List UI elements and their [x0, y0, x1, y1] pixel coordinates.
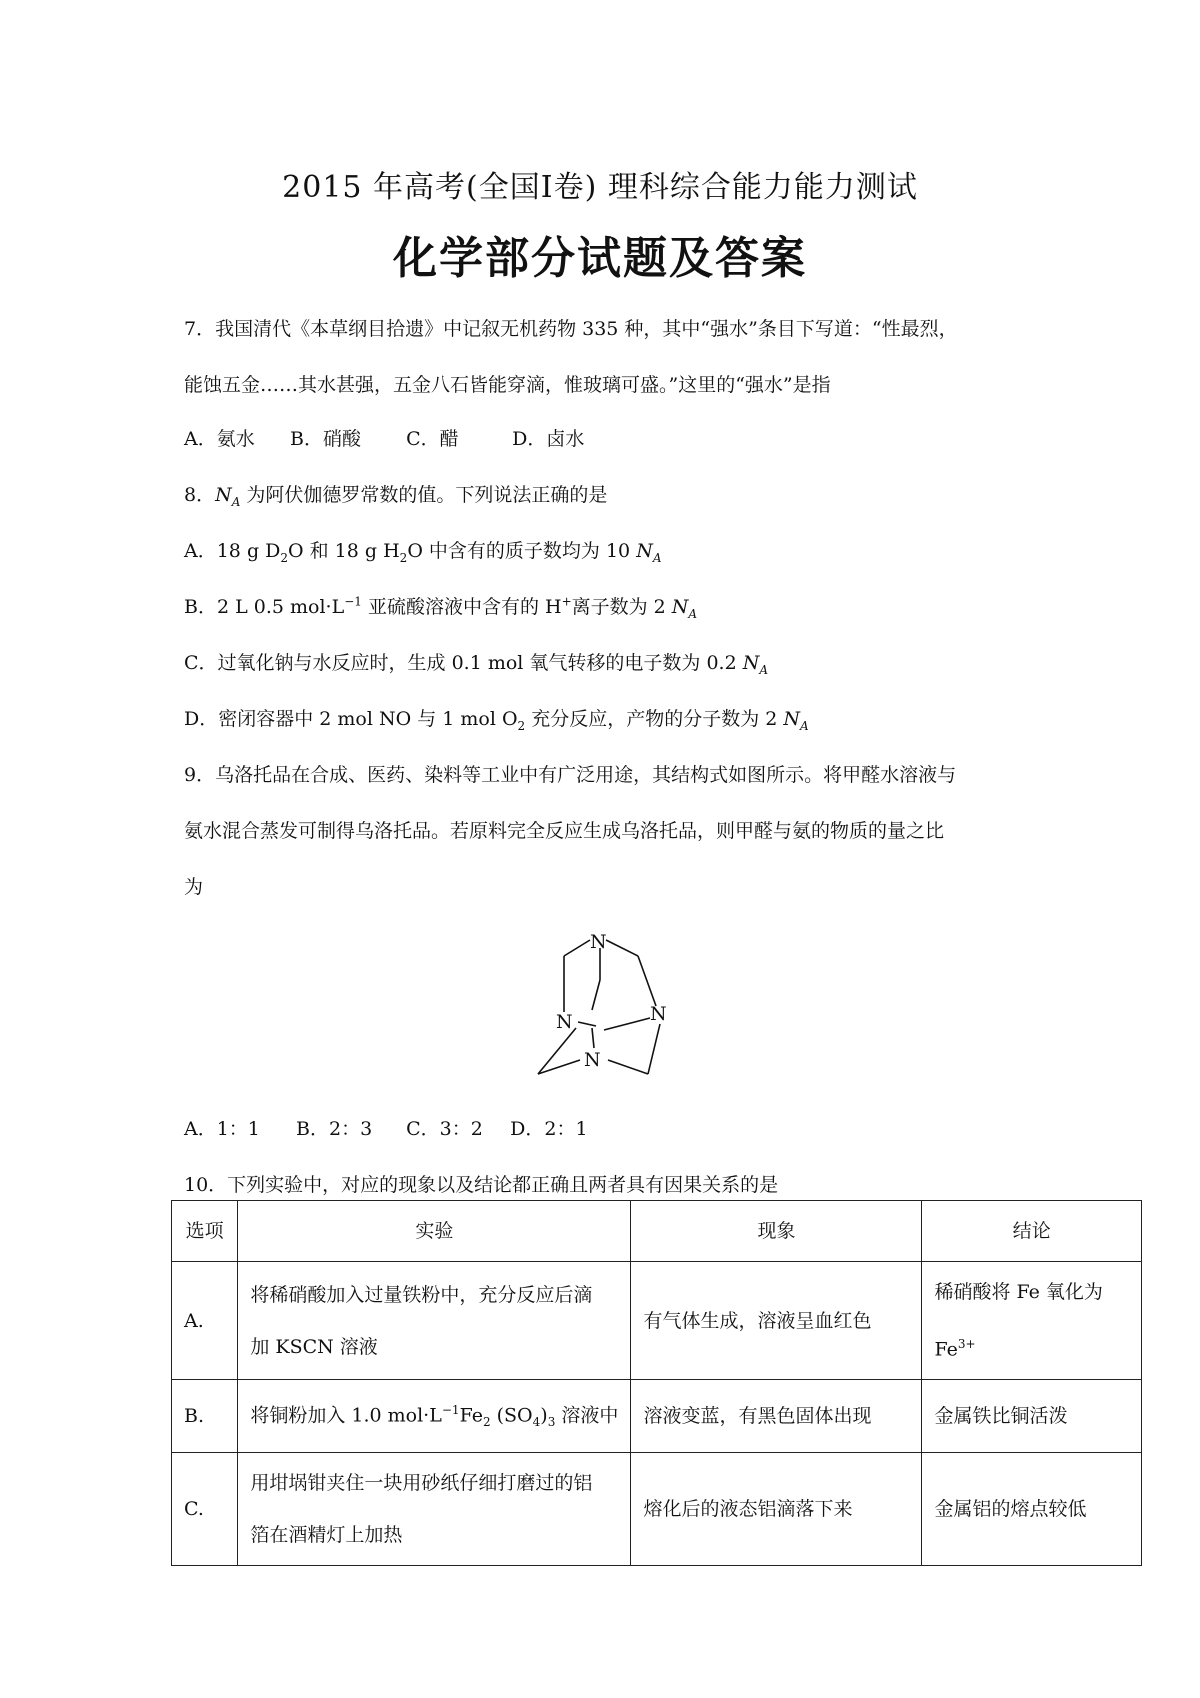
q8-stem: [184, 480, 607, 509]
table-row: [172, 1453, 1142, 1566]
subscript: 2: [482, 1415, 491, 1430]
text: O 和 18 g H: [288, 540, 400, 562]
atom-n-right: N: [650, 1003, 667, 1025]
bond: [606, 940, 638, 956]
na-symbol: N: [671, 596, 689, 618]
header-experiment: 实验: [238, 1201, 631, 1262]
bond: [592, 1028, 594, 1048]
q7-line1: 7．我国清代《本草纲目拾遗》中记叙无机药物 335 种，其中“强水”条目下写道：“性最烈，: [184, 318, 958, 340]
bond: [592, 980, 600, 1010]
bond: [638, 956, 656, 1006]
q9-line2: 氨水混合蒸发可制得乌洛托品。若原料完全反应生成乌洛托品，则甲醛与氨的物质的量之比: [184, 820, 945, 842]
q7-line2: 能蚀五金……其水甚强，五金八石皆能穿滴，惟玻璃可盛。”这里的“强水”是指: [184, 374, 831, 396]
text: 溶液中: [555, 1404, 619, 1427]
na-subscript: A: [688, 606, 698, 621]
q9-option-d: D．2：1: [510, 1118, 588, 1140]
text: 充分反应，产物的分子数为 2: [525, 708, 784, 730]
subscript: 3: [547, 1415, 556, 1430]
bond: [604, 1018, 650, 1030]
superscript: +: [561, 594, 572, 609]
text: C．过氧化钠与水反应时，生成 0.1 mol 氧气转移的电子数为 0.2: [184, 652, 743, 674]
superscript: 3+: [957, 1337, 976, 1351]
bond: [608, 1060, 648, 1074]
experiment-line: 用坩埚钳夹住一块用砂纸仔细打磨过的铝: [250, 1472, 593, 1495]
na-subscript: A: [759, 662, 768, 677]
na-subscript: A: [652, 550, 662, 565]
experiment-line: 箔在酒精灯上加热: [250, 1524, 403, 1547]
na-symbol: N: [783, 708, 801, 730]
bond: [578, 1022, 596, 1026]
q9-option-b: B．2：3: [296, 1118, 373, 1140]
exam-title: 2015 年高考(全国Ⅰ卷) 理科综合能力能力测试: [282, 170, 918, 205]
header-conclusion: 结论: [922, 1201, 1142, 1262]
q8-option-b: [184, 592, 697, 621]
row-conclusion: 金属铝的熔点较低: [922, 1453, 1142, 1566]
table-header-row: [172, 1201, 1142, 1262]
hexamethylenetetramine-structure: [520, 920, 700, 1090]
q7-option-c: C．醋: [406, 428, 459, 450]
row-phenomenon: 溶液变蓝，有黑色固体出现: [631, 1380, 922, 1453]
subscript: 2: [399, 550, 408, 565]
row-experiment: [238, 1380, 631, 1453]
superscript: −1: [441, 1403, 460, 1418]
text: 将铜粉加入 1.0 mol·L: [250, 1404, 442, 1427]
text: Fe: [934, 1338, 958, 1361]
q9-option-c: C．3：2: [406, 1118, 483, 1140]
q7-option-b: B．硝酸: [290, 428, 362, 450]
q10-stem: 10．下列实验中，对应的现象以及结论都正确且两者具有因果关系的是: [184, 1174, 779, 1196]
text: O 中含有的质子数均为 10: [407, 540, 637, 562]
text: ): [540, 1404, 548, 1427]
subscript: 4: [532, 1415, 541, 1430]
q9-line3: 为: [184, 876, 204, 898]
text: 离子数为 2: [571, 596, 672, 618]
header-phenomenon: 现象: [631, 1201, 922, 1262]
na-subscript: A: [231, 494, 241, 509]
conclusion-line: [934, 1318, 1129, 1375]
na-symbol: N: [215, 484, 232, 506]
conclusion-line: 稀硝酸将 Fe 氧化为: [934, 1281, 1103, 1303]
atom-n-top: N: [590, 931, 607, 953]
text: D．密闭容器中 2 mol NO 与 1 mol O: [184, 708, 518, 730]
q8-stem-text: 为阿伏伽德罗常数的值。下列说法正确的是: [240, 484, 608, 506]
superscript: −1: [344, 594, 362, 609]
row-phenomenon: 有气体生成，溶液呈血红色: [631, 1262, 922, 1380]
q7-options: [184, 424, 584, 451]
q8-option-c: [184, 648, 768, 677]
atom-n-left: N: [556, 1011, 573, 1033]
subscript: 2: [517, 718, 526, 733]
q7-option-a: A．氨水: [184, 428, 255, 450]
experiment-line: 加 KSCN 溶液: [250, 1335, 378, 1358]
bond: [564, 940, 590, 956]
bond: [648, 1024, 660, 1074]
text: B．2 L 0.5 mol·L: [184, 596, 345, 618]
atom-labels: [556, 931, 667, 1071]
text: Fe: [459, 1404, 483, 1427]
row-option: A.: [172, 1262, 238, 1380]
row-option: C.: [172, 1453, 238, 1566]
q8-num: 8．: [184, 484, 216, 506]
row-experiment: [238, 1453, 631, 1566]
row-option: B.: [172, 1380, 238, 1453]
text: (SO: [490, 1404, 533, 1427]
table-row: [172, 1380, 1142, 1453]
text: 亚硫酸溶液中含有的 H: [361, 596, 562, 618]
na-symbol: N: [636, 540, 653, 562]
q9-line1: 9．乌洛托品在合成、医药、染料等工业中有广泛用途，其结构式如图所示。将甲醛水溶液与: [184, 764, 957, 786]
row-conclusion: [922, 1262, 1142, 1380]
atom-n-bottom: N: [584, 1049, 601, 1071]
na-symbol: N: [742, 652, 760, 674]
q9-options: [184, 1114, 588, 1141]
q8-option-a: [184, 536, 661, 565]
q7-option-d: D．卤水: [512, 428, 585, 450]
exam-subtitle: 化学部分试题及答案: [393, 233, 807, 284]
na-subscript: A: [800, 718, 809, 733]
experiment-table: [171, 1200, 1142, 1566]
q8-option-d: [184, 704, 809, 733]
row-conclusion: 金属铁比铜活泼: [922, 1380, 1142, 1453]
table-row: [172, 1262, 1142, 1380]
row-experiment: [238, 1262, 631, 1380]
q9-option-a: A．1：1: [184, 1118, 260, 1140]
text: A．18 g D: [184, 540, 281, 562]
row-phenomenon: 熔化后的液态铝滴落下来: [631, 1453, 922, 1566]
header-option: 选项: [172, 1201, 238, 1262]
experiment-line: 将稀硝酸加入过量铁粉中，充分反应后滴: [250, 1283, 593, 1306]
subscript: 2: [280, 550, 289, 565]
